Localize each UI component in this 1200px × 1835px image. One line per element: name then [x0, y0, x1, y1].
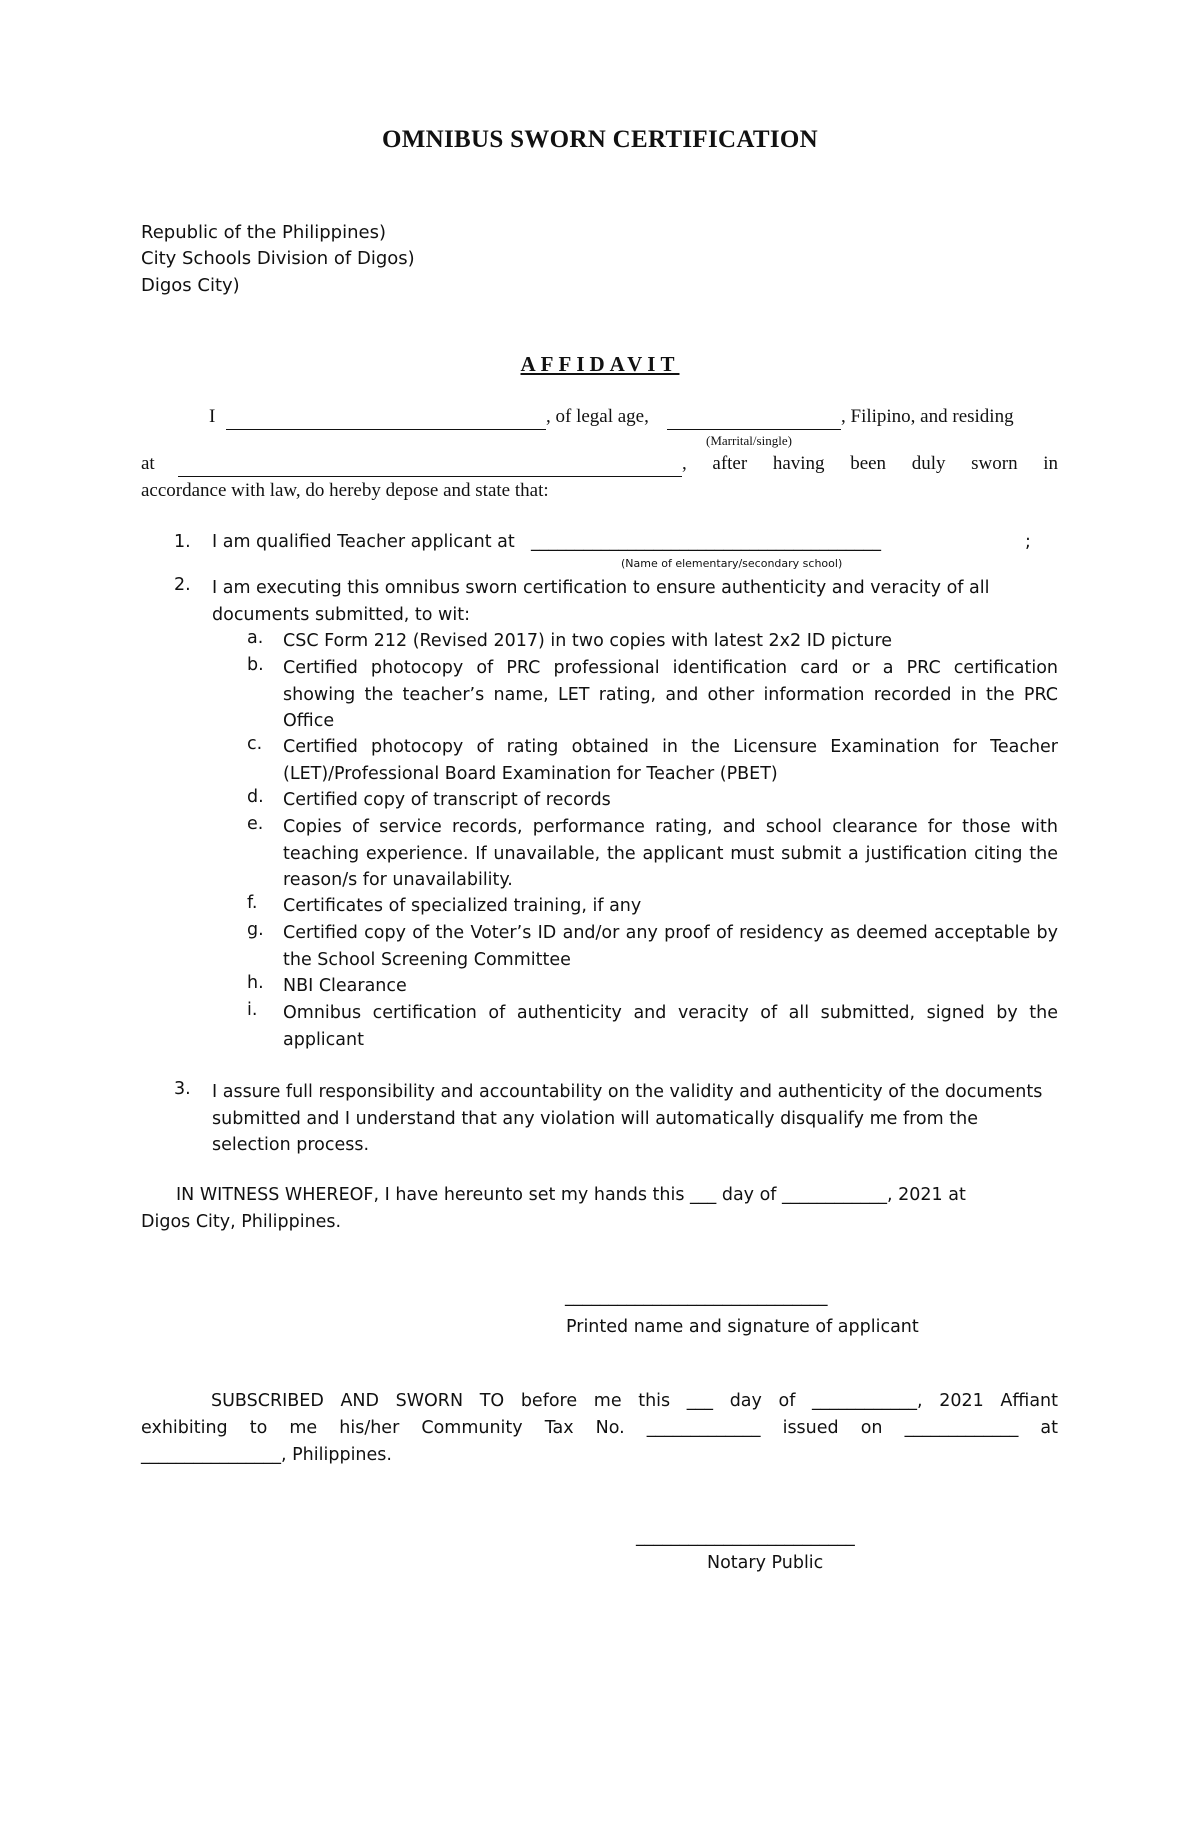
list-item: Certified copy of the Voter’s ID and/or any proof of residency as deemed acceptable by the School Screening Committee: [283, 923, 1058, 970]
list-item: Copies of service records, performance rating, and school clearance for those with teaching experience. If unavailable, the applicant must submit a justification citing the reason/s for unavailability.: [283, 817, 1058, 890]
item-2-number: 2.: [174, 575, 191, 595]
list-item: CSC Form 212 (Revised 2017) in two copies with latest 2x2 ID picture: [283, 631, 893, 651]
item-1-end: ;: [1025, 532, 1031, 552]
list-item-letter: e.: [247, 814, 264, 834]
list-item: Certificates of specialized training, if any: [283, 896, 642, 916]
list-item-letter: a.: [247, 628, 264, 648]
list-item-letter: d.: [247, 787, 264, 807]
item-2-text: I am executing this omnibus sworn certification to ensure authenticity and veracity of all documents submitted, to wit:: [212, 578, 990, 625]
intro-i-label: I: [209, 406, 216, 427]
document-title: OMNIBUS SWORN CERTIFICATION: [382, 126, 818, 153]
venue-line-city: Digos City): [141, 275, 240, 296]
venue-line-division: City Schools Division of Digos): [141, 248, 415, 269]
intro-legal-age: , of legal age,: [546, 406, 649, 427]
applicant-signature-line[interactable]: ______________________________: [565, 1287, 828, 1307]
notary-label: Notary Public: [707, 1553, 824, 1573]
intro-at-label: at: [141, 453, 155, 474]
list-item-letter: g.: [247, 920, 264, 940]
jurat-line-3: ________________, Philippines.: [141, 1445, 392, 1465]
item-1-number: 1.: [174, 532, 191, 552]
affidavit-heading: AFFIDAVIT: [520, 352, 680, 376]
list-item: Certified photocopy of rating obtained in the Licensure Examination for Teacher (LET)/Professional Board Examination for Teacher (PBET): [283, 737, 1058, 784]
item-1-text: I am qualified Teacher applicant at: [212, 532, 515, 552]
list-item: Omnibus certification of authenticity and veracity of all submitted, signed by the applicant: [283, 1003, 1058, 1050]
list-item-letter: h.: [247, 973, 264, 993]
jurat-line-2: exhibiting to me his/her Community Tax No. _____________ issued on _____________ at: [141, 1418, 1058, 1438]
list-item-letter: c.: [247, 734, 263, 754]
intro-after-sworn: , after having been duly sworn in: [682, 453, 1058, 474]
school-name-hint: (Name of elementary/secondary school): [621, 557, 843, 570]
marital-status-hint: (Marrital/single): [706, 433, 792, 448]
jurat-line-1: SUBSCRIBED AND SWORN TO before me this ___ day of ____________, 2021 Affiant: [211, 1391, 1058, 1411]
residence-blank[interactable]: [178, 458, 682, 482]
list-item-letter: f.: [247, 893, 258, 913]
applicant-signature-label: Printed name and signature of applicant: [566, 1317, 919, 1337]
civil-status-blank[interactable]: [667, 411, 841, 435]
list-item-letter: b.: [247, 655, 264, 675]
name-blank[interactable]: [226, 411, 546, 435]
notary-signature-line[interactable]: _________________________: [636, 1527, 855, 1547]
witness-line-2: Digos City, Philippines.: [141, 1212, 342, 1232]
list-item: Certified copy of transcript of records: [283, 790, 611, 810]
list-item: Certified photocopy of PRC professional identification card or a PRC certification showing the teacher’s name, LET rating, and other information recorded in the PRC Office: [283, 658, 1058, 731]
item-3-text: I assure full responsibility and accountability on the validity and authenticity of the documents submitted and I understand that any violation will automatically disqualify me from the selection process.: [212, 1082, 1043, 1155]
item-3-number: 3.: [174, 1079, 191, 1099]
school-name-blank[interactable]: ________________________________________: [531, 532, 881, 552]
list-item: NBI Clearance: [283, 976, 407, 996]
list-item-letter: i.: [247, 1000, 258, 1020]
venue-line-republic: Republic of the Philippines): [141, 222, 386, 243]
witness-line-1: IN WITNESS WHEREOF, I have hereunto set my hands this ___ day of ____________, 2021 at: [176, 1185, 966, 1205]
intro-accordance: accordance with law, do hereby depose and state that:: [141, 480, 549, 501]
intro-filipino-residing: , Filipino, and residing: [841, 406, 1014, 427]
